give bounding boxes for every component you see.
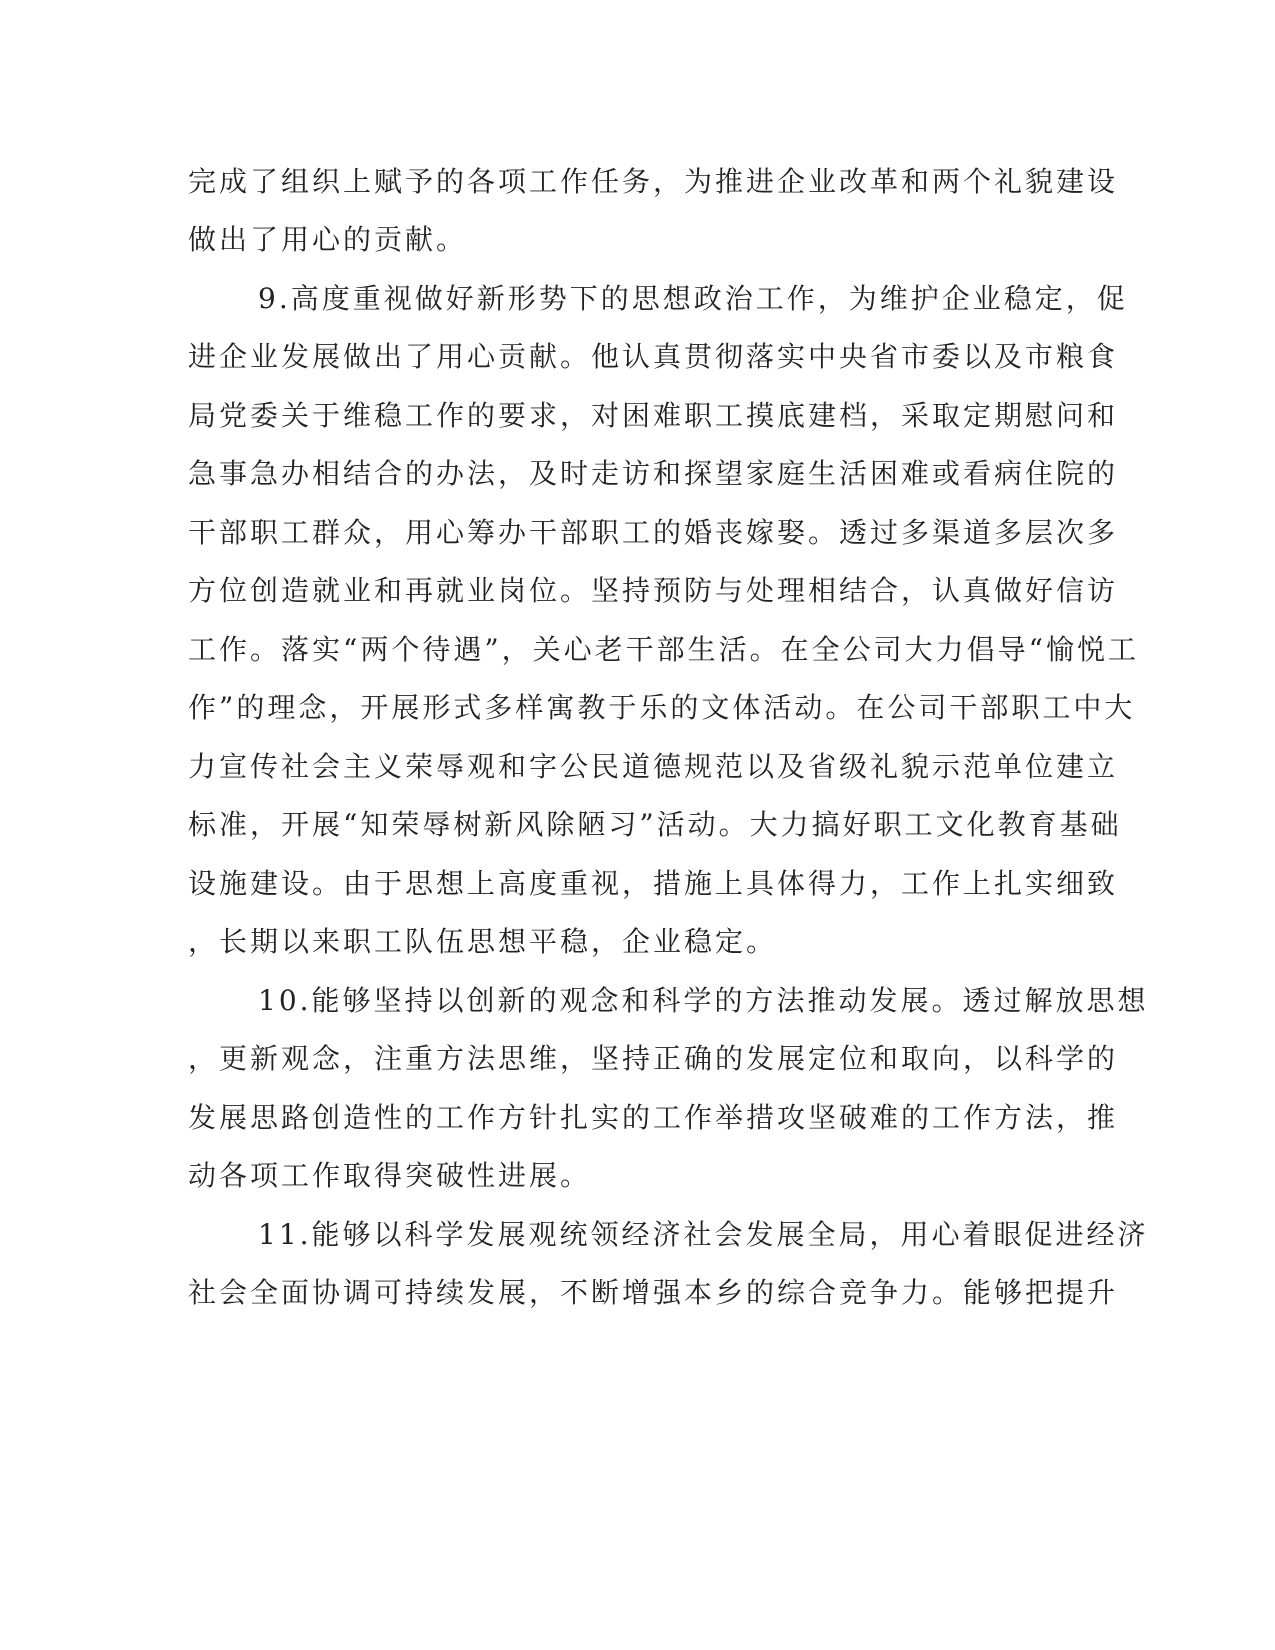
paragraph-start-line: 9.高度重视做好新形势下的思想政治工作，为维护企业稳定，促 [258,282,1128,315]
paragraph-start-line: 11.能够以科学发展观统领经济社会发展全局，用心着眼促进经济 [258,1218,1149,1251]
text-line: 标准，开展“知荣辱树新风除陋习”活动。大力搞好职工文化教育基础 [188,808,1122,841]
text-line: 力宣传社会主义荣辱观和字公民道德规范以及省级礼貌示范单位建立 [188,750,1119,783]
text-line: 作”的理念，开展形式多样寓教于乐的文体活动。在公司干部职工中大 [188,691,1136,724]
text-line: 完成了组织上赋予的各项工作任务，为推进企业改革和两个礼貌建设 [188,165,1119,198]
text-line: 急事急办相结合的办法，及时走访和探望家庭生活困难或看病住院的 [188,457,1119,490]
text-line: 社会全面协调可持续发展，不断增强本乡的综合竞争力。能够把提升 [188,1276,1119,1309]
text-line: 方位创造就业和再就业岗位。坚持预防与处理相结合，认真做好信访 [188,574,1119,607]
text-line: 设施建设。由于思想上高度重视，措施上具体得力，工作上扎实细致 [188,867,1119,900]
paragraph-start-line: 10.能够坚持以创新的观念和科学的方法推动发展。透过解放思想 [258,984,1149,1017]
text-line: 发展思路创造性的工作方针扎实的工作举措攻坚破难的工作方法，推 [188,1101,1119,1134]
text-line: 工作。落实“两个待遇”，关心老干部生活。在全公司大力倡导“愉悦工 [188,633,1139,666]
text-line: 局党委关于维稳工作的要求，对困难职工摸底建档，采取定期慰问和 [188,399,1119,432]
text-line: ，长期以来职工队伍思想平稳，企业稳定。 [188,925,778,958]
text-line: 做出了用心的贡献。 [188,223,468,256]
text-line: 干部职工群众，用心筹办干部职工的婚丧嫁娶。透过多渠道多层次多 [188,516,1119,549]
text-line: ，更新观念，注重方法思维，坚持正确的发展定位和取向，以科学的 [188,1042,1119,1075]
text-line: 进企业发展做出了用心贡献。他认真贯彻落实中央省市委以及市粮食 [188,340,1119,373]
text-line: 动各项工作取得突破性进展。 [188,1159,592,1192]
